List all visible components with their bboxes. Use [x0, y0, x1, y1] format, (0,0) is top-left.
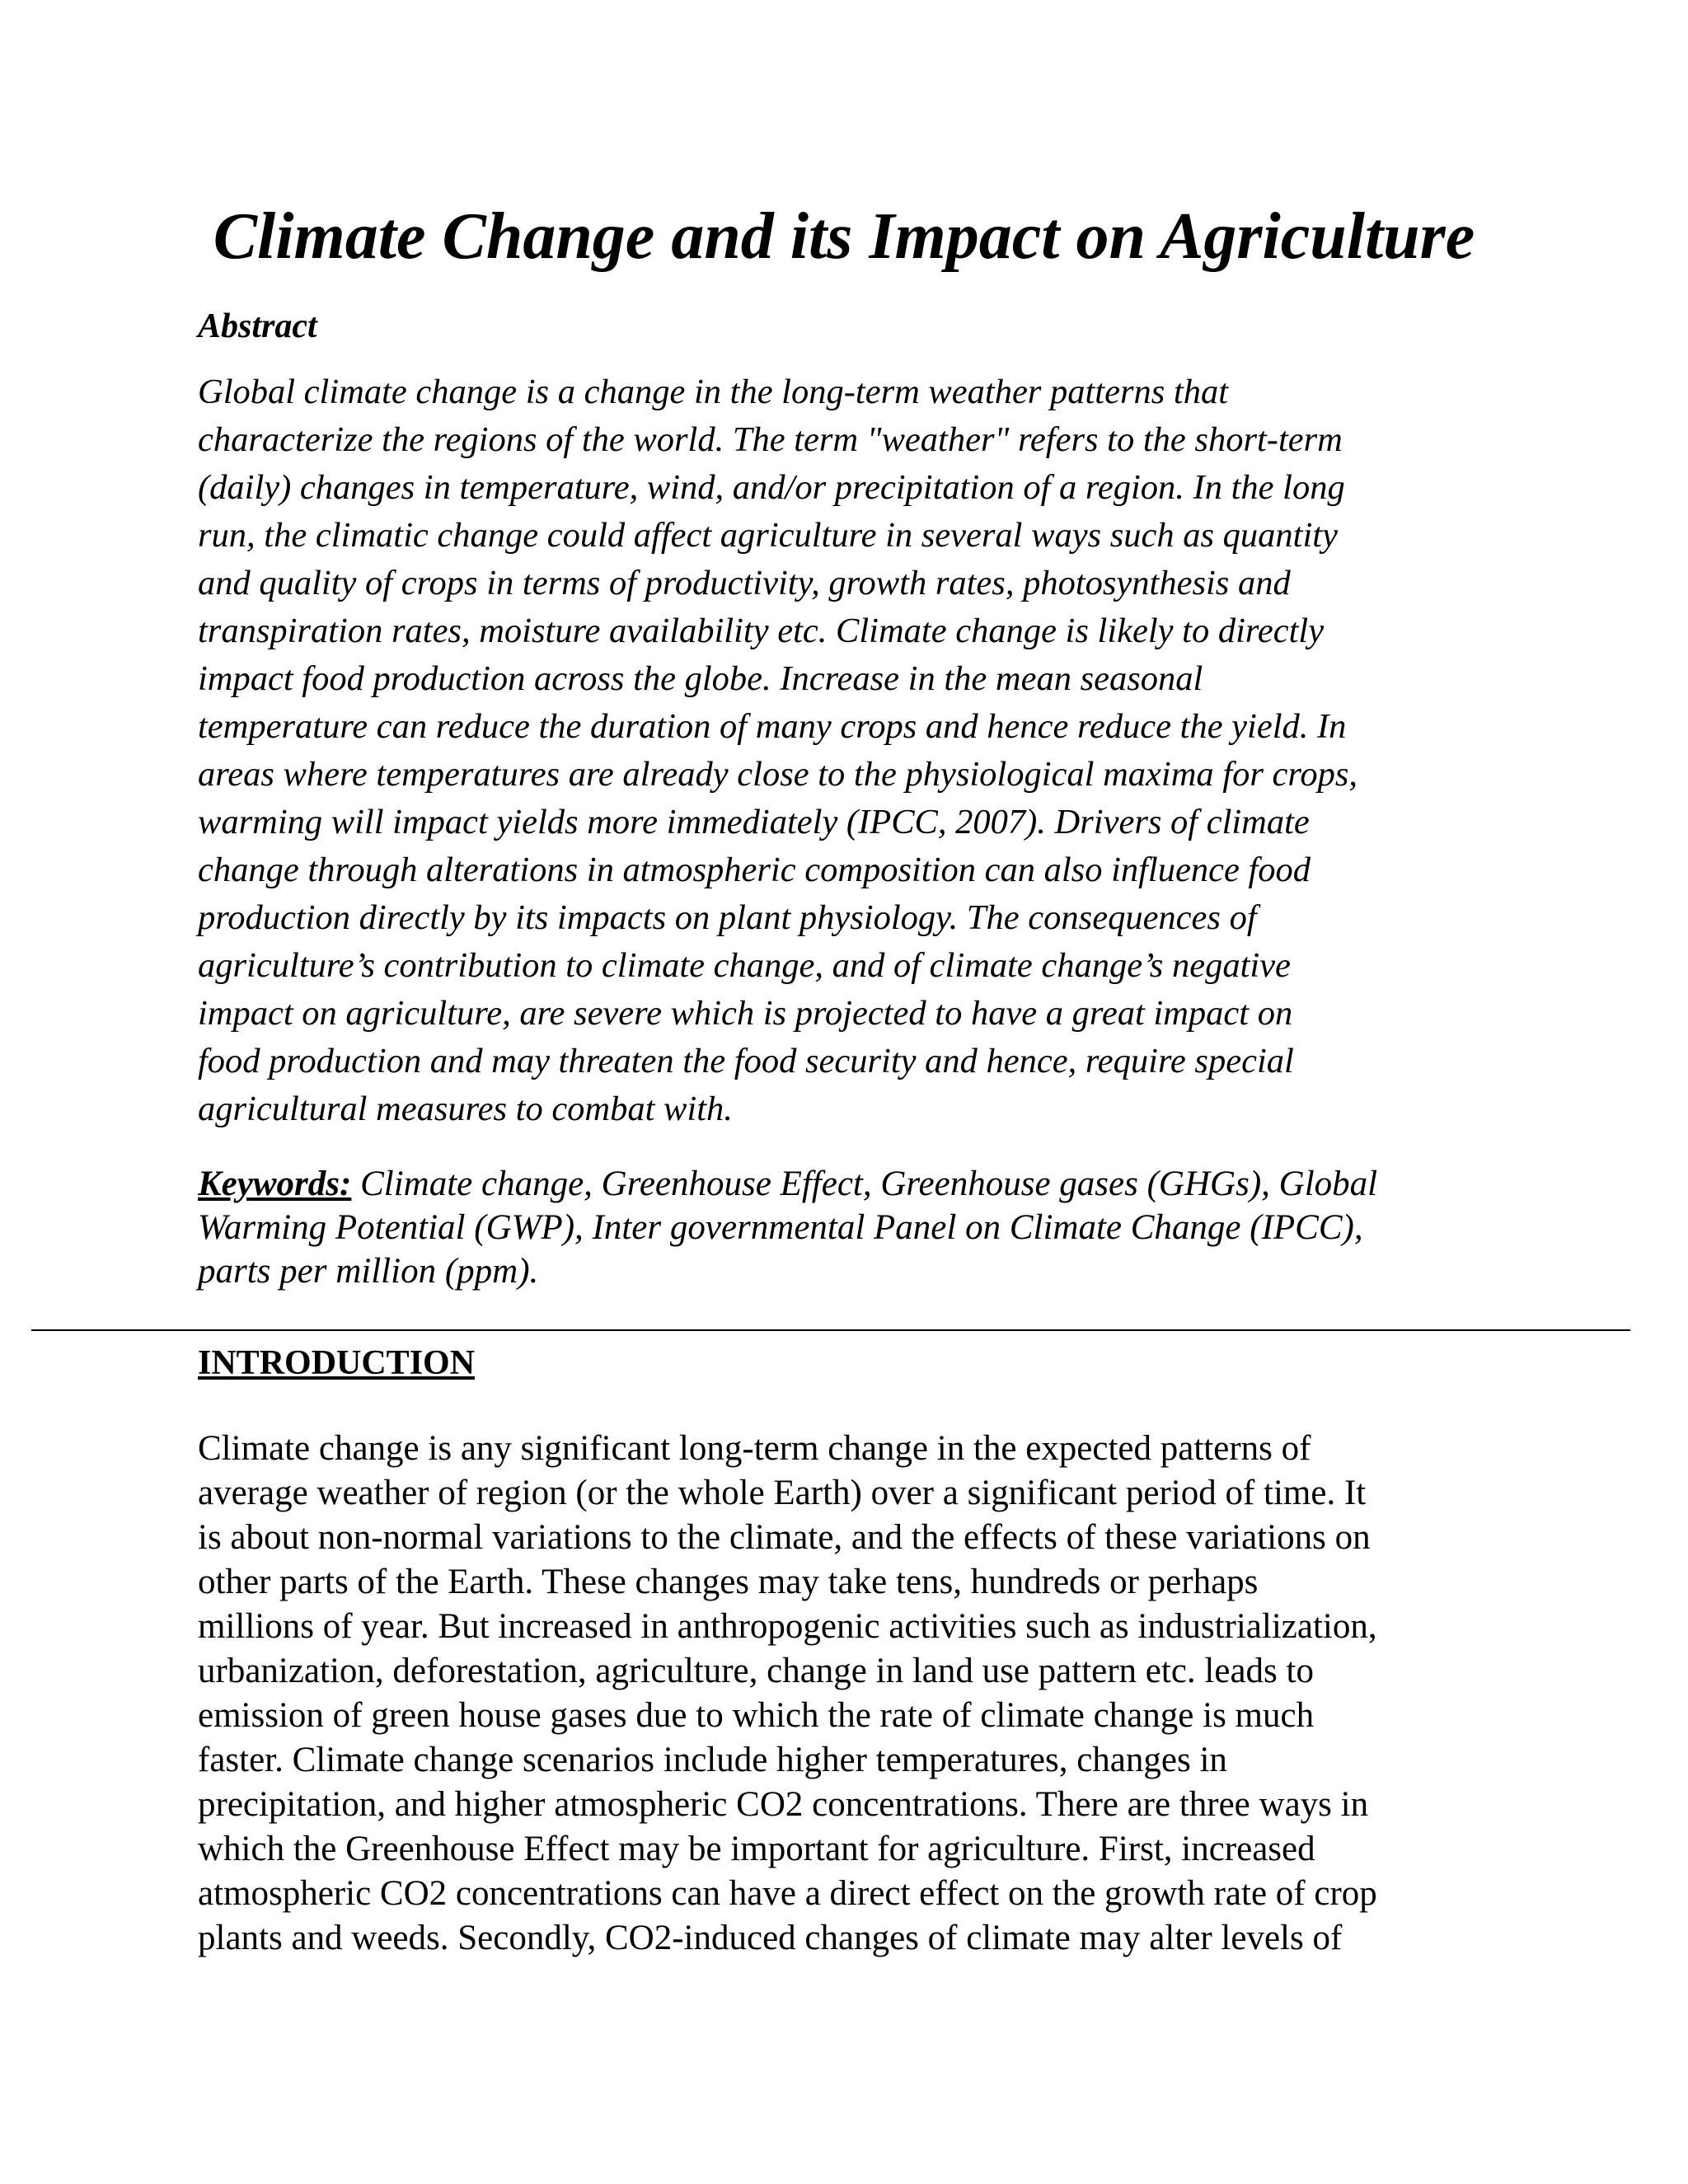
- keywords-paragraph: [198, 1162, 1492, 1293]
- abstract-line: agriculture’s contribution to climate change, and of climate change’s negative: [198, 946, 1291, 985]
- abstract-line: agricultural measures to combat with.: [198, 1090, 733, 1128]
- abstract-line: production directly by its impacts on plant physiology. The consequences of: [198, 898, 1257, 937]
- abstract-body: [198, 368, 1492, 1133]
- introduction-line: average weather of region (or the whole Earth) over a significant period of time. It: [198, 1474, 1367, 1512]
- abstract-line: (daily) changes in temperature, wind, and/or precipitation of a region. In the long: [198, 468, 1345, 507]
- introduction-line: Climate change is any significant long-term change in the expected patterns of: [198, 1429, 1311, 1468]
- introduction-line: which the Greenhouse Effect may be important for agriculture. First, increased: [198, 1830, 1315, 1868]
- abstract-line: and quality of crops in terms of productivity, growth rates, photosynthesis and: [198, 564, 1291, 602]
- abstract-line: change through alterations in atmospheric composition can also influence food: [198, 851, 1311, 889]
- abstract-line: warming will impact yields more immediately (IPCC, 2007). Drivers of climate: [198, 803, 1310, 841]
- abstract-line: impact food production across the globe. Increase in the mean seasonal: [198, 659, 1203, 698]
- introduction-body: [198, 1427, 1492, 1961]
- keywords-line: parts per million (ppm).: [198, 1252, 539, 1291]
- abstract-line: Global climate change is a change in the long-term weather patterns that: [198, 373, 1229, 411]
- introduction-line: atmospheric CO2 concentrations can have a direct effect on the growth rate of crop: [198, 1874, 1377, 1913]
- introduction-line: emission of green house gases due to which the rate of climate change is much: [198, 1696, 1315, 1735]
- abstract-line: run, the climatic change could affect agriculture in several ways such as quantity: [198, 516, 1338, 555]
- document-title: Climate Change and its Impact on Agriculture: [213, 200, 1475, 273]
- abstract-line: transpiration rates, moisture availability etc. Climate change is likely to directly: [198, 612, 1325, 650]
- keywords-label: Keywords:: [198, 1165, 352, 1203]
- keywords-line: Warming Potential (GWP), Inter governmental Panel on Climate Change (IPCC),: [198, 1208, 1363, 1247]
- introduction-line: millions of year. But increased in anthropogenic activities such as industrialization,: [198, 1607, 1377, 1646]
- introduction-line: faster. Climate change scenarios include higher temperatures, changes in: [198, 1741, 1227, 1779]
- abstract-line: food production and may threaten the food security and hence, require special: [198, 1042, 1294, 1080]
- introduction-line: precipitation, and higher atmospheric CO2 concentrations. There are three ways in: [198, 1785, 1369, 1824]
- abstract-line: impact on agriculture, are severe which is projected to have a great impact on: [198, 994, 1293, 1033]
- introduction-line: urbanization, deforestation, agriculture, change in land use pattern etc. leads to: [198, 1652, 1314, 1690]
- introduction-line: is about non-normal variations to the climate, and the effects of these variations on: [198, 1518, 1371, 1557]
- introduction-line: plants and weeds. Secondly, CO2-induced changes of climate may alter levels of: [198, 1919, 1343, 1957]
- abstract-line: areas where temperatures are already close to the physiological maxima for crops,: [198, 755, 1357, 794]
- abstract-heading: Abstract: [198, 307, 317, 345]
- section-divider: [31, 1329, 1630, 1331]
- keywords-text: Climate change, Greenhouse Effect, Greenhouse gases (GHGs), Global: [351, 1165, 1378, 1203]
- abstract-line: characterize the regions of the world. The term "weather" refers to the short-term: [198, 420, 1343, 459]
- keywords-line: [198, 1162, 1492, 1206]
- introduction-heading: INTRODUCTION: [198, 1344, 476, 1382]
- introduction-line: other parts of the Earth. These changes may take tens, hundreds or perhaps: [198, 1563, 1259, 1601]
- abstract-line: temperature can reduce the duration of many crops and hence reduce the yield. In: [198, 707, 1347, 746]
